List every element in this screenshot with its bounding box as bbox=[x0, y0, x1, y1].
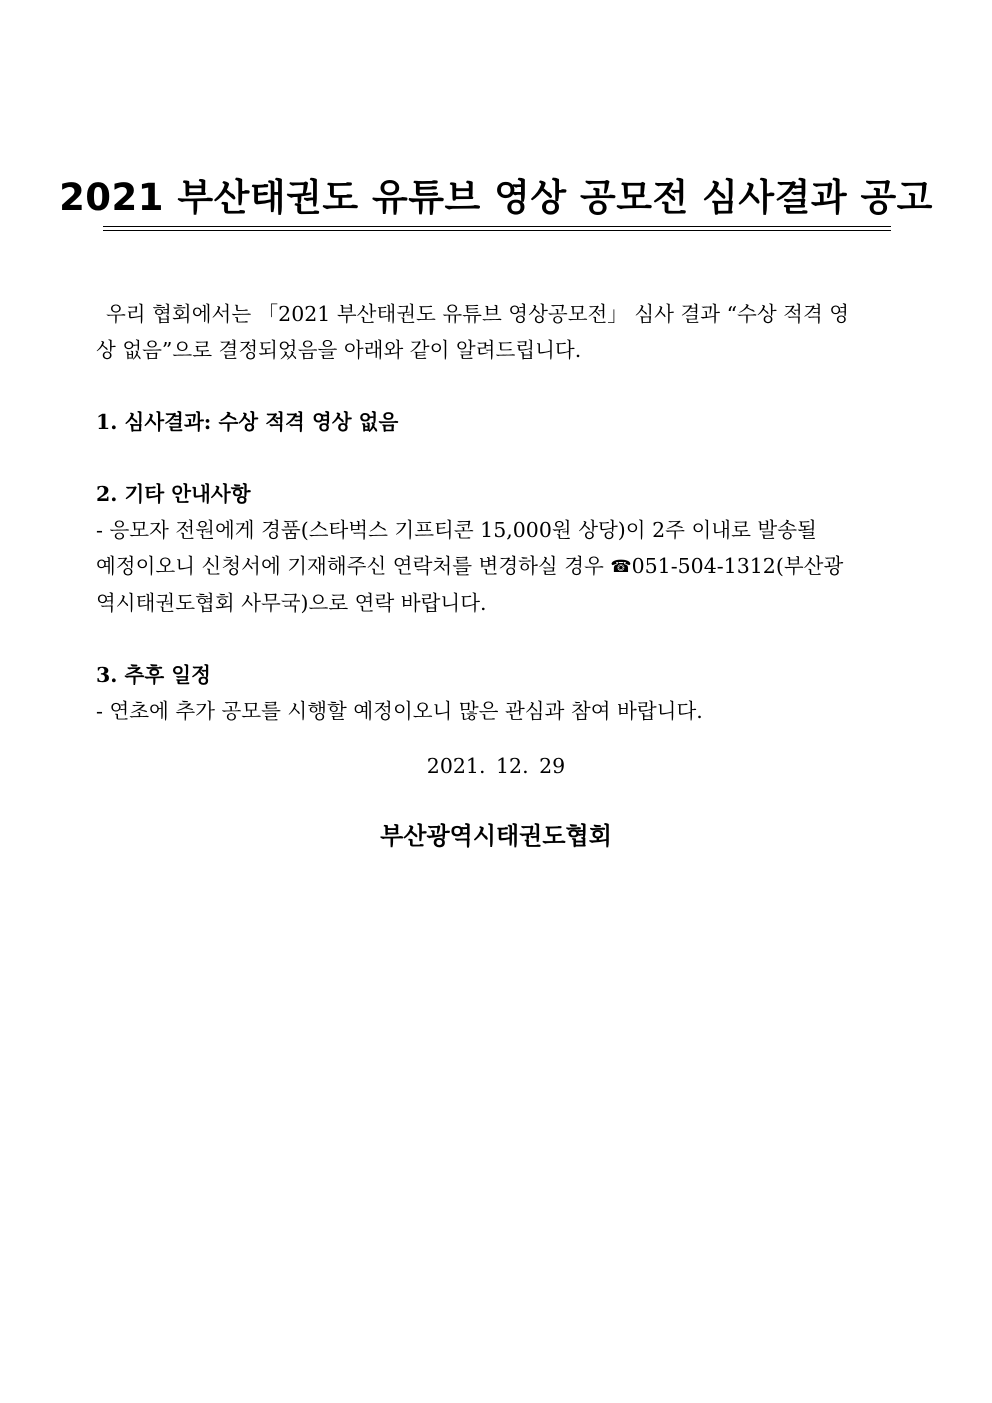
document-title: 2021 부산태권도 유튜브 영상 공모전 심사결과 공고 bbox=[59, 176, 933, 219]
spacer bbox=[96, 440, 900, 476]
section-2-line-3: 역시태권도협회 사무국)으로 연락 바랍니다. bbox=[96, 591, 487, 615]
section-2-line-1: - 응모자 전원에게 경품(스타벅스 기프티콘 15,000원 상당)이 2주 이내로 발송될 bbox=[96, 518, 817, 542]
section-2-heading: 2. 기타 안내사항 bbox=[96, 482, 251, 506]
spacer bbox=[96, 368, 900, 404]
title-double-underline bbox=[103, 226, 891, 231]
section-3-heading: 3. 추후 일정 bbox=[96, 663, 211, 687]
section-1-heading: 1. 심사결과: 수상 적격 영상 없음 bbox=[96, 410, 399, 434]
issuing-organization: 부산광역시태권도협회 bbox=[380, 821, 612, 850]
spacer bbox=[96, 621, 900, 657]
section-2-line-2 bbox=[96, 548, 900, 585]
telephone-icon: ☎ bbox=[610, 557, 632, 577]
section-2-line-2-text: 예정이오니 신청서에 기재해주신 연락처를 변경하실 경우 bbox=[96, 554, 611, 578]
document-date: 2021. 12. 29 bbox=[426, 754, 566, 778]
intro-line-2: 상 없음”으로 결정되었음을 아래와 같이 알려드립니다. bbox=[96, 338, 582, 362]
document-body bbox=[96, 296, 900, 729]
phone-number: 051-504-1312(부산광 bbox=[631, 554, 844, 578]
section-3-line-1: - 연초에 추가 공모를 시행할 예정이오니 많은 관심과 참여 바랍니다. bbox=[96, 699, 703, 723]
intro-line-1: 우리 협회에서는 「2021 부산태권도 유튜브 영상공모전」 심사 결과 “수상 적격 영 bbox=[106, 302, 850, 326]
